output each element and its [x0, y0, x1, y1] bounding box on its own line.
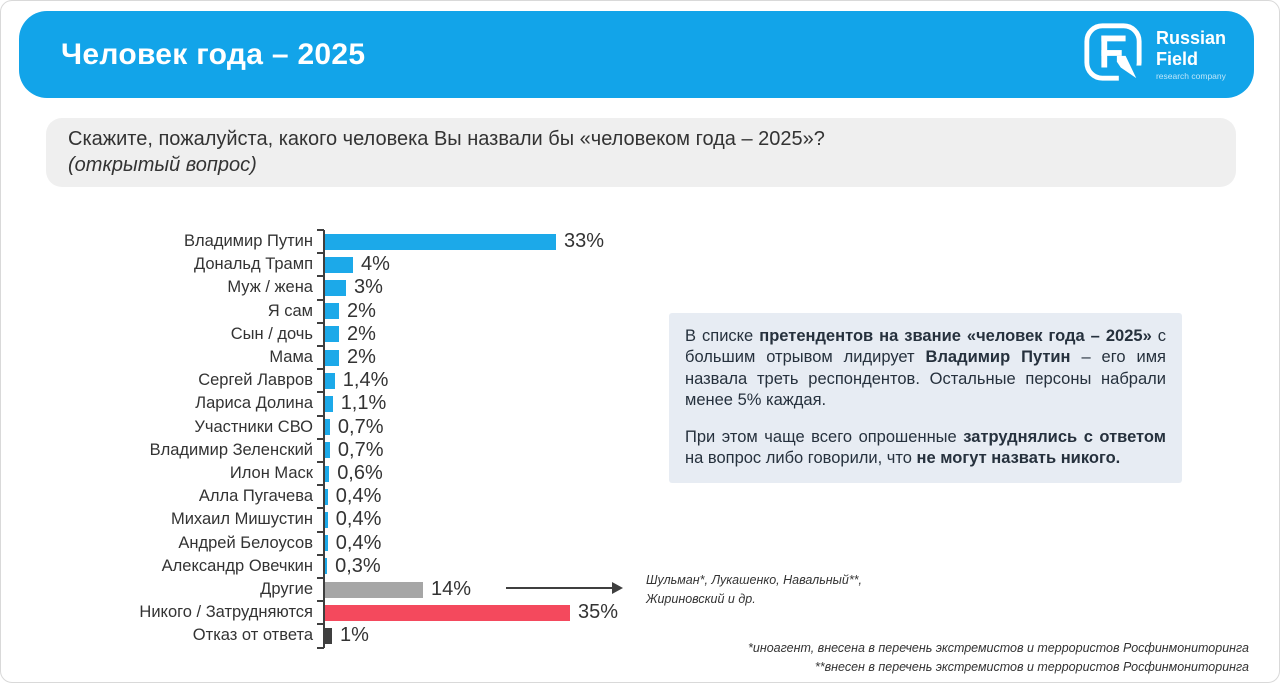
category-label: Участники СВО	[194, 417, 313, 436]
category-label: Алла Пугачева	[198, 487, 313, 506]
category-label: Другие	[260, 580, 313, 599]
bar	[325, 234, 556, 250]
bar-row	[21, 508, 681, 531]
axis-tick	[317, 299, 324, 301]
value-label: 2%	[347, 299, 376, 322]
bar	[325, 326, 339, 342]
axis-tick	[317, 507, 324, 509]
category-label: Владимир Зеленский	[149, 440, 313, 459]
bar	[325, 442, 330, 458]
category-label: Я сам	[267, 301, 313, 320]
value-label: 0,7%	[337, 438, 384, 461]
bar-wrap	[325, 392, 386, 415]
survey-question-text: Скажите, пожалуйста, какого человека Вы назвали бы «человеком года – 2025»?	[68, 128, 825, 150]
value-label: 0,4%	[335, 531, 382, 554]
category-label: Муж / жена	[227, 278, 313, 297]
axis-tick	[317, 531, 324, 533]
bar-wrap	[325, 369, 388, 392]
bar-wrap	[325, 230, 604, 253]
category-label: Мама	[269, 348, 313, 367]
value-label: 1,4%	[342, 369, 389, 392]
category-label: Владимир Путин	[184, 232, 313, 251]
value-label: 2%	[347, 322, 376, 345]
bar-wrap	[325, 300, 376, 323]
bar-wrap	[325, 532, 381, 555]
category-label: Михаил Мишустин	[170, 510, 313, 529]
bar-row	[21, 276, 681, 299]
bar-row	[21, 323, 681, 346]
value-label: 1%	[340, 624, 369, 647]
bar	[325, 350, 339, 366]
axis-tick	[317, 322, 324, 324]
russian-field-logo	[1082, 21, 1226, 88]
category-label: Сын / дочь	[230, 324, 313, 343]
category-label: Сергей Лавров	[198, 371, 313, 390]
bar	[325, 280, 346, 296]
bar-wrap	[325, 323, 376, 346]
footnotes	[549, 639, 1249, 677]
category-label: Илон Маск	[229, 464, 313, 483]
bar-wrap	[325, 485, 381, 508]
bar-wrap	[325, 578, 471, 601]
axis-tick	[317, 647, 324, 649]
value-label: 3%	[354, 276, 383, 299]
category-label: Лариса Долина	[195, 394, 313, 413]
bar-wrap	[325, 508, 381, 531]
bar-chart	[21, 230, 681, 648]
axis-tick	[317, 600, 324, 602]
bar-row	[21, 253, 681, 276]
logo-line1: Russian	[1155, 27, 1226, 48]
bar	[325, 605, 570, 621]
logo-tagline: research company	[1155, 71, 1226, 82]
bar	[325, 373, 335, 389]
bar-wrap	[325, 601, 618, 624]
value-label: 1,1%	[340, 392, 387, 415]
value-label: 0,6%	[337, 462, 383, 485]
page-title: Человек года – 2025	[61, 37, 366, 71]
bar-wrap	[325, 462, 383, 485]
bar-wrap	[325, 555, 381, 578]
annotation-arrow	[506, 587, 614, 589]
bar-row	[21, 346, 681, 369]
bar-row	[21, 439, 681, 462]
axis-tick	[317, 484, 324, 486]
bar	[325, 303, 339, 319]
header-banner	[19, 11, 1254, 98]
bar-wrap	[325, 624, 369, 647]
bar-row	[21, 555, 681, 578]
insight-paragraph: При этом чаще всего опрошенные затруднялись с ответом на вопрос либо говорили, что не могут назвать никого.	[685, 427, 1166, 468]
bar	[325, 512, 328, 528]
others-annotation	[646, 571, 906, 609]
bar-row	[21, 369, 681, 392]
value-label: 0,7%	[337, 415, 384, 438]
value-label: 0,3%	[335, 554, 381, 577]
russian-field-logo-icon	[1082, 21, 1144, 88]
axis-tick	[317, 415, 324, 417]
others-annotation-line2: Жириновский и др.	[646, 591, 756, 606]
bar-row	[21, 485, 681, 508]
bar-wrap	[325, 439, 383, 462]
bar-wrap	[325, 416, 383, 439]
axis-tick	[317, 577, 324, 579]
bar-row	[21, 416, 681, 439]
value-label: 4%	[361, 253, 390, 276]
bar	[325, 582, 423, 598]
annotation-arrow-head	[612, 582, 623, 594]
others-annotation-line1: Шульман*, Лукашенко, Навальный**,	[646, 573, 863, 587]
bar	[325, 419, 330, 435]
bar	[325, 257, 353, 273]
survey-question-note: (открытый вопрос)	[68, 153, 257, 176]
logo-text	[1156, 28, 1226, 81]
bar-wrap	[325, 276, 383, 299]
bar-row	[21, 300, 681, 323]
bar	[325, 558, 327, 574]
value-label: 14%	[431, 578, 472, 601]
value-label: 0,4%	[335, 508, 382, 531]
category-label: Александр Овечкин	[161, 556, 313, 575]
value-label: 35%	[578, 601, 619, 624]
bar-row	[21, 532, 681, 555]
axis-tick	[317, 461, 324, 463]
axis-tick	[317, 252, 324, 254]
bar-row	[21, 392, 681, 415]
axis-tick	[317, 345, 324, 347]
bar	[325, 489, 328, 505]
category-label: Отказ от ответа	[192, 626, 313, 645]
value-label: 2%	[347, 346, 376, 369]
bar	[325, 466, 329, 482]
insight-box	[669, 313, 1182, 483]
bar-row	[21, 462, 681, 485]
survey-question-box	[46, 118, 1236, 187]
footnote-1: *иноагент, внесена в перечень экстремистов и террористов Росфинмониторинга	[748, 641, 1249, 655]
axis-tick	[317, 438, 324, 440]
logo-line2: Field	[1155, 48, 1198, 69]
bar	[325, 535, 328, 551]
axis-tick	[317, 229, 324, 231]
bar-wrap	[325, 346, 376, 369]
bar-row	[21, 601, 681, 624]
bar-row	[21, 578, 681, 601]
axis-tick	[317, 554, 324, 556]
axis-tick	[317, 623, 324, 625]
footnote-2: **внесен в перечень экстремистов и террористов Росфинмониторинга	[814, 659, 1249, 674]
category-label: Дональд Трамп	[193, 255, 313, 274]
axis-tick	[317, 391, 324, 393]
value-label: 0,4%	[335, 485, 382, 508]
insight-paragraph: В списке претендентов на звание «человек года – 2025» с большим отрывом лидирует Владимир Путин – его имя назвала треть респондентов. Остальные персоны набрали менее 5% каждая.	[685, 327, 1166, 410]
category-label: Никого / Затрудняются	[139, 603, 313, 622]
axis-tick	[317, 275, 324, 277]
axis-tick	[317, 368, 324, 370]
category-label: Андрей Белоусов	[178, 533, 313, 552]
bar-row	[21, 230, 681, 253]
bar	[325, 628, 332, 644]
value-label: 33%	[564, 230, 605, 253]
bar-wrap	[325, 253, 390, 276]
bar	[325, 396, 333, 412]
